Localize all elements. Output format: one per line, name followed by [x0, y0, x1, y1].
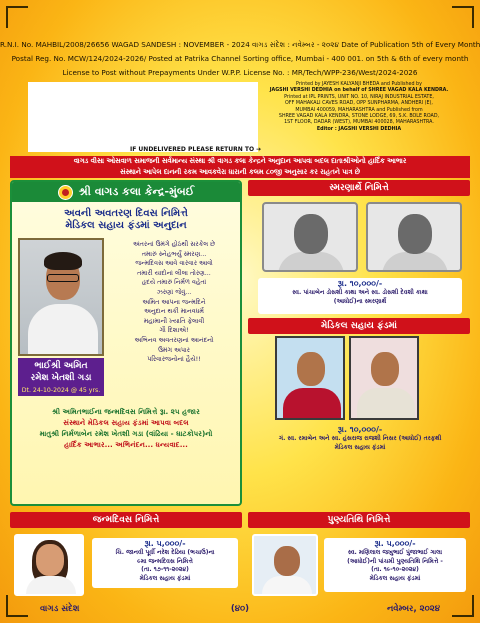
donation-desc: ચિ. જાનવી પૂર્વી નરેશ દેઢિયા (ભચાઉ)ના [115, 549, 215, 556]
donation-desc: સ્વ. પાંચાબેન ડોસશી કાથા અને સ્વ. ડોસશી દેવશી કાથા [292, 289, 428, 296]
portrait-woman [275, 336, 345, 420]
panel-subheading: મેડિકલ સહાય ફંડમાં અનુદાન [65, 220, 187, 231]
header-line-registration: R.N.I. No. MAHBIL/2008/26656 WAGAD SANDESH : NOVEMBER - 2024 વાગડ સંદેશ : નવેમ્બર - ૨૦૨૪ Date of Publication 5th of Every Month [0, 40, 480, 49]
donation-desc: ગં. સ્વ. રમાબેન અને સ્વ. હંસરાજ રાજશી નિસર (આધોઈ) તરફથી [278, 435, 442, 442]
header-line-license: License to Post without Prepayments Under W.P.P. License No. : MR/Tech/WPP-236/West/2024-2026 [62, 68, 418, 77]
footer-page-number: (૪૦) [230, 604, 250, 614]
thanks-line: સંસ્થાને મેડિકલ સહાય ફંડમાં આપવા બદલ [63, 418, 189, 427]
donation-desc: મેડિકલ સહાય ફંડમાં [139, 574, 191, 582]
donation-desc: (આધોઈ)ના સ્મરણાર્થે [333, 297, 387, 305]
footer-magazine-name: વાગડ સંદેશ [40, 604, 80, 614]
publisher-line: SHREE VAGAD KALA KENDRA, STONE LODGE, 69, S.K. BOLE ROAD, [278, 114, 440, 120]
section-heading-medical: મેડિકલ સહાય ફંડમાં [248, 318, 470, 334]
thanks-note [12, 406, 240, 450]
poem-line: હૃદયે તમારું નિર્મળ વહેતાં [141, 278, 207, 287]
thanks-line: માતુશ્રી નિર્મળાબેન રમેશ ખેતશી ગડા (વાંઢિયા - ઘાટકોપર)નો [39, 429, 213, 438]
poem-line: અભિનવ અવતરણનાં આનંદનો [134, 335, 214, 344]
donation-amount: રૂા. ૧૦,૦૦૦/- [337, 425, 383, 434]
section-heading-birthday: જન્મદિવસ નિમિત્તે [10, 512, 242, 528]
donation-desc: સ્વ. મણિલાલ જખુભાઈ પુંજાભાઈ ગાલા [347, 549, 443, 556]
birthday-donation-box [92, 538, 238, 588]
portrait-elder-man [252, 534, 318, 596]
donation-amount: રૂા. ૫,૦૦૦/- [374, 539, 416, 548]
donor-portrait [18, 238, 104, 356]
publisher-line: OFF MAHAKALI CAVES ROAD, OPP SUNPHARMA, ANDHERI (E), [285, 101, 433, 107]
thanks-banner [10, 156, 470, 178]
return-label: IF UNDELIVERED PLEASE RETURN TO ➔ [130, 146, 262, 153]
header-line-postal: Postal Reg. No. MCW/124/2024-2026/ Posted at Patrika Channel Sorting office, Mumbai - 400 001. on 5th & 6th of every month [11, 54, 469, 63]
publisher-info [264, 82, 454, 152]
poem-line: ઉમંગ અપાર [158, 345, 190, 354]
poem-line: ગૌ દિશાએ! [159, 326, 189, 335]
banner-line: વાગડ વીસા ઓસવાળ સમાજની સર્વમાન્ય સંસ્થા શ્રી વાગડ કલા કેન્દ્રને અનુદાન આપવા બદલ દાતાશ્રીઓનો હાર્દિક આભાર [73, 157, 407, 165]
donor-date: Dt. 24-10-2024 @ 45 yrs. [18, 386, 104, 396]
publisher-line: Printed at IPL PRINTS, UNIT NO. 10, NIRAJ INDUSTRIAL ESTATE, [284, 94, 434, 100]
section-heading-smaran: સ્મરણાર્થે નિમિત્તે [248, 180, 470, 196]
donation-desc: ૯મા જન્મદિવસ નિમિત્તે [137, 557, 193, 565]
donation-desc: (આધોઈ)ની પાંચમી પુણ્યતિથિ નિમિત્તે - [347, 557, 443, 565]
banner-line: સંસ્થાને આપેલ દાનની રકમ આવકવેરા ધારાની કલમ ૮૦જી અનુસાર કર રાહતને પાત્ર છે [119, 168, 361, 176]
poem-line: તમારી યાદોનાં લીલા તોરણ... [137, 268, 211, 277]
poem-line: મહામાની ખ્યાતિ ફેલાવી [143, 316, 205, 325]
thanks-line: હાર્દિક આભાર... અભિનંદન... ધન્યવાદ... [64, 440, 188, 449]
footer-issue-date: નવેમ્બર, ૨૦૨૪ [386, 604, 440, 614]
donor-name-line2: રમેશ ખેતશી ગડા [30, 373, 92, 383]
donation-desc: મેડિકલ સહાય ફંડમાં [369, 574, 421, 582]
portrait-elderly-woman [262, 202, 358, 272]
portrait-girl [14, 534, 84, 596]
donation-desc: (તા. ૧૭-૧૧-૨૦૨૪) [141, 566, 189, 574]
donation-desc: (તા. ૧૯-૧૦-૨૦૨૪) [371, 566, 419, 574]
publisher-line: 1ST FLOOR, DADAR (WEST), MUMBAI 400028, MAHARASHTRA. [284, 120, 434, 126]
poem-line: પરિવારજનોનાં હૈયે!! [147, 355, 201, 364]
org-title-bar [12, 182, 240, 202]
donor-name-line1: ભાઈશ્રી અમિત [34, 361, 88, 371]
org-logo-icon [58, 185, 73, 200]
birthday-donation-panel [10, 180, 242, 506]
publisher-line: Printed by JAYESH KALYANJI BHEDA and Published by [296, 82, 422, 87]
corner-mark-top-left [6, 6, 28, 28]
panel-heading: અવની અવતરણ દિવસ નિમિત્તે [64, 208, 188, 219]
poem [108, 240, 240, 365]
corner-mark-top-right [452, 6, 474, 28]
poem-line: જન્મદિવસ આવે વારંવાર આવો [135, 259, 213, 268]
poem-line: અમિત આપના જન્મદિને [142, 297, 206, 306]
smaran-donation-box [258, 278, 462, 314]
medical-donation-box [258, 424, 462, 458]
poem-line: અંતરનાં ઉમંગે હોઠથી સરકેલ છે [132, 240, 216, 248]
donation-amount: રૂા. ૧૦,૦૦૦/- [337, 279, 383, 288]
portrait-man [349, 336, 419, 420]
publisher-line: MUMBAI 400059, MAHARASHTRA and Published from [295, 107, 423, 113]
page-footer [0, 604, 480, 618]
thanks-line: શ્રી અમિતભાઈના જન્મદિવસ નિમિત્તે રૂા. ૨૫ હજાર [52, 407, 200, 416]
donation-amount: રૂા. ૫,૦૦૦/- [144, 539, 186, 548]
donor-name-box [18, 358, 104, 386]
org-title: શ્રી વાગડ કલા કેન્દ્ર-મુંબઈ [78, 185, 195, 198]
address-box [28, 82, 258, 152]
publisher-line: JAGSHI VERSHI DEDHIA on behalf of SHREE VAGAD KALA KENDRA. [269, 88, 449, 94]
publisher-line: Editor : JAGSHI VERSHI DEDHIA [316, 126, 402, 132]
portrait-elderly-man [366, 202, 462, 272]
donation-desc: મેડિકલ સહાય ફંડમાં [334, 443, 386, 451]
punyatithi-donation-box [324, 538, 466, 592]
poem-line: તમારું સ્નેહભર્યું સ્મરણ... [141, 249, 207, 258]
poem-line: અનુદાન થકી માનવધર્મ [144, 307, 204, 316]
poem-line: ઝરણાં જેવું... [156, 287, 192, 296]
section-heading-punyatithi: પુણ્યતિથિ નિમિત્તે [248, 512, 470, 528]
